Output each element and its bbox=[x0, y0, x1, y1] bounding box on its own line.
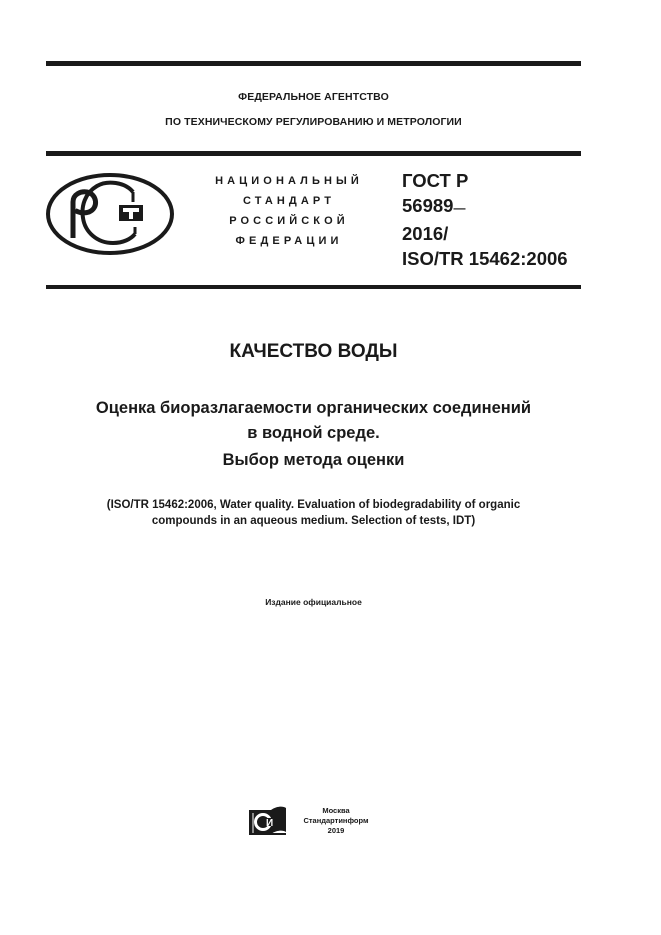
subtitle-line1: Оценка биоразлагаемости органических соединений bbox=[95, 399, 532, 417]
publisher-block bbox=[296, 806, 376, 836]
designation-number: 56989 bbox=[402, 195, 454, 216]
document-subtitle-method: Выбор метода оценки bbox=[222, 451, 405, 469]
svg-text:И: И bbox=[266, 818, 274, 829]
international-reference bbox=[46, 497, 581, 529]
publication-year: 2019 bbox=[327, 826, 345, 835]
national-standard-label bbox=[196, 171, 382, 251]
designation-line1: ГОСТ Р bbox=[402, 170, 469, 191]
header-bottom-rule bbox=[46, 285, 581, 289]
national-standard-line: НАЦИОНАЛЬНЫЙ bbox=[215, 175, 363, 187]
international-reference-line2: compounds in an aqueous medium. Selection of tests, IDT) bbox=[151, 515, 476, 527]
subtitle-line2: в водной среде. bbox=[247, 424, 380, 442]
international-reference-line1: (ISO/TR 15462:2006, Water quality. Evaluation of biodegradability of organic bbox=[106, 499, 521, 511]
national-standard-line: СТАНДАРТ bbox=[242, 195, 336, 207]
document-subtitle bbox=[46, 396, 581, 446]
publisher-name: Стандартинформ bbox=[303, 816, 369, 825]
top-rule bbox=[46, 61, 581, 66]
agency-name-line2: ПО ТЕХНИЧЕСКОМУ РЕГУЛИРОВАНИЮ И МЕТРОЛОГИИ bbox=[165, 116, 462, 128]
gost-r-logo-icon bbox=[45, 172, 175, 256]
designation-dash: — bbox=[453, 201, 466, 215]
publisher-city: Москва bbox=[322, 806, 350, 815]
header-rule bbox=[46, 151, 581, 156]
designation-line2 bbox=[402, 193, 568, 221]
standard-designation bbox=[402, 168, 568, 271]
designation-line3: 2016/ bbox=[402, 223, 449, 244]
national-standard-line: ФЕДЕРАЦИИ bbox=[235, 235, 343, 247]
designation-line4: ISO/TR 15462:2006 bbox=[402, 248, 568, 269]
standartinform-logo-icon bbox=[247, 805, 287, 836]
agency-name-line1: ФЕДЕРАЛЬНОЕ АГЕНТСТВО bbox=[238, 91, 389, 103]
edition-label: Издание официальное bbox=[265, 597, 362, 607]
national-standard-line: РОССИЙСКОЙ bbox=[229, 215, 349, 227]
document-title: КАЧЕСТВО ВОДЫ bbox=[229, 341, 398, 362]
